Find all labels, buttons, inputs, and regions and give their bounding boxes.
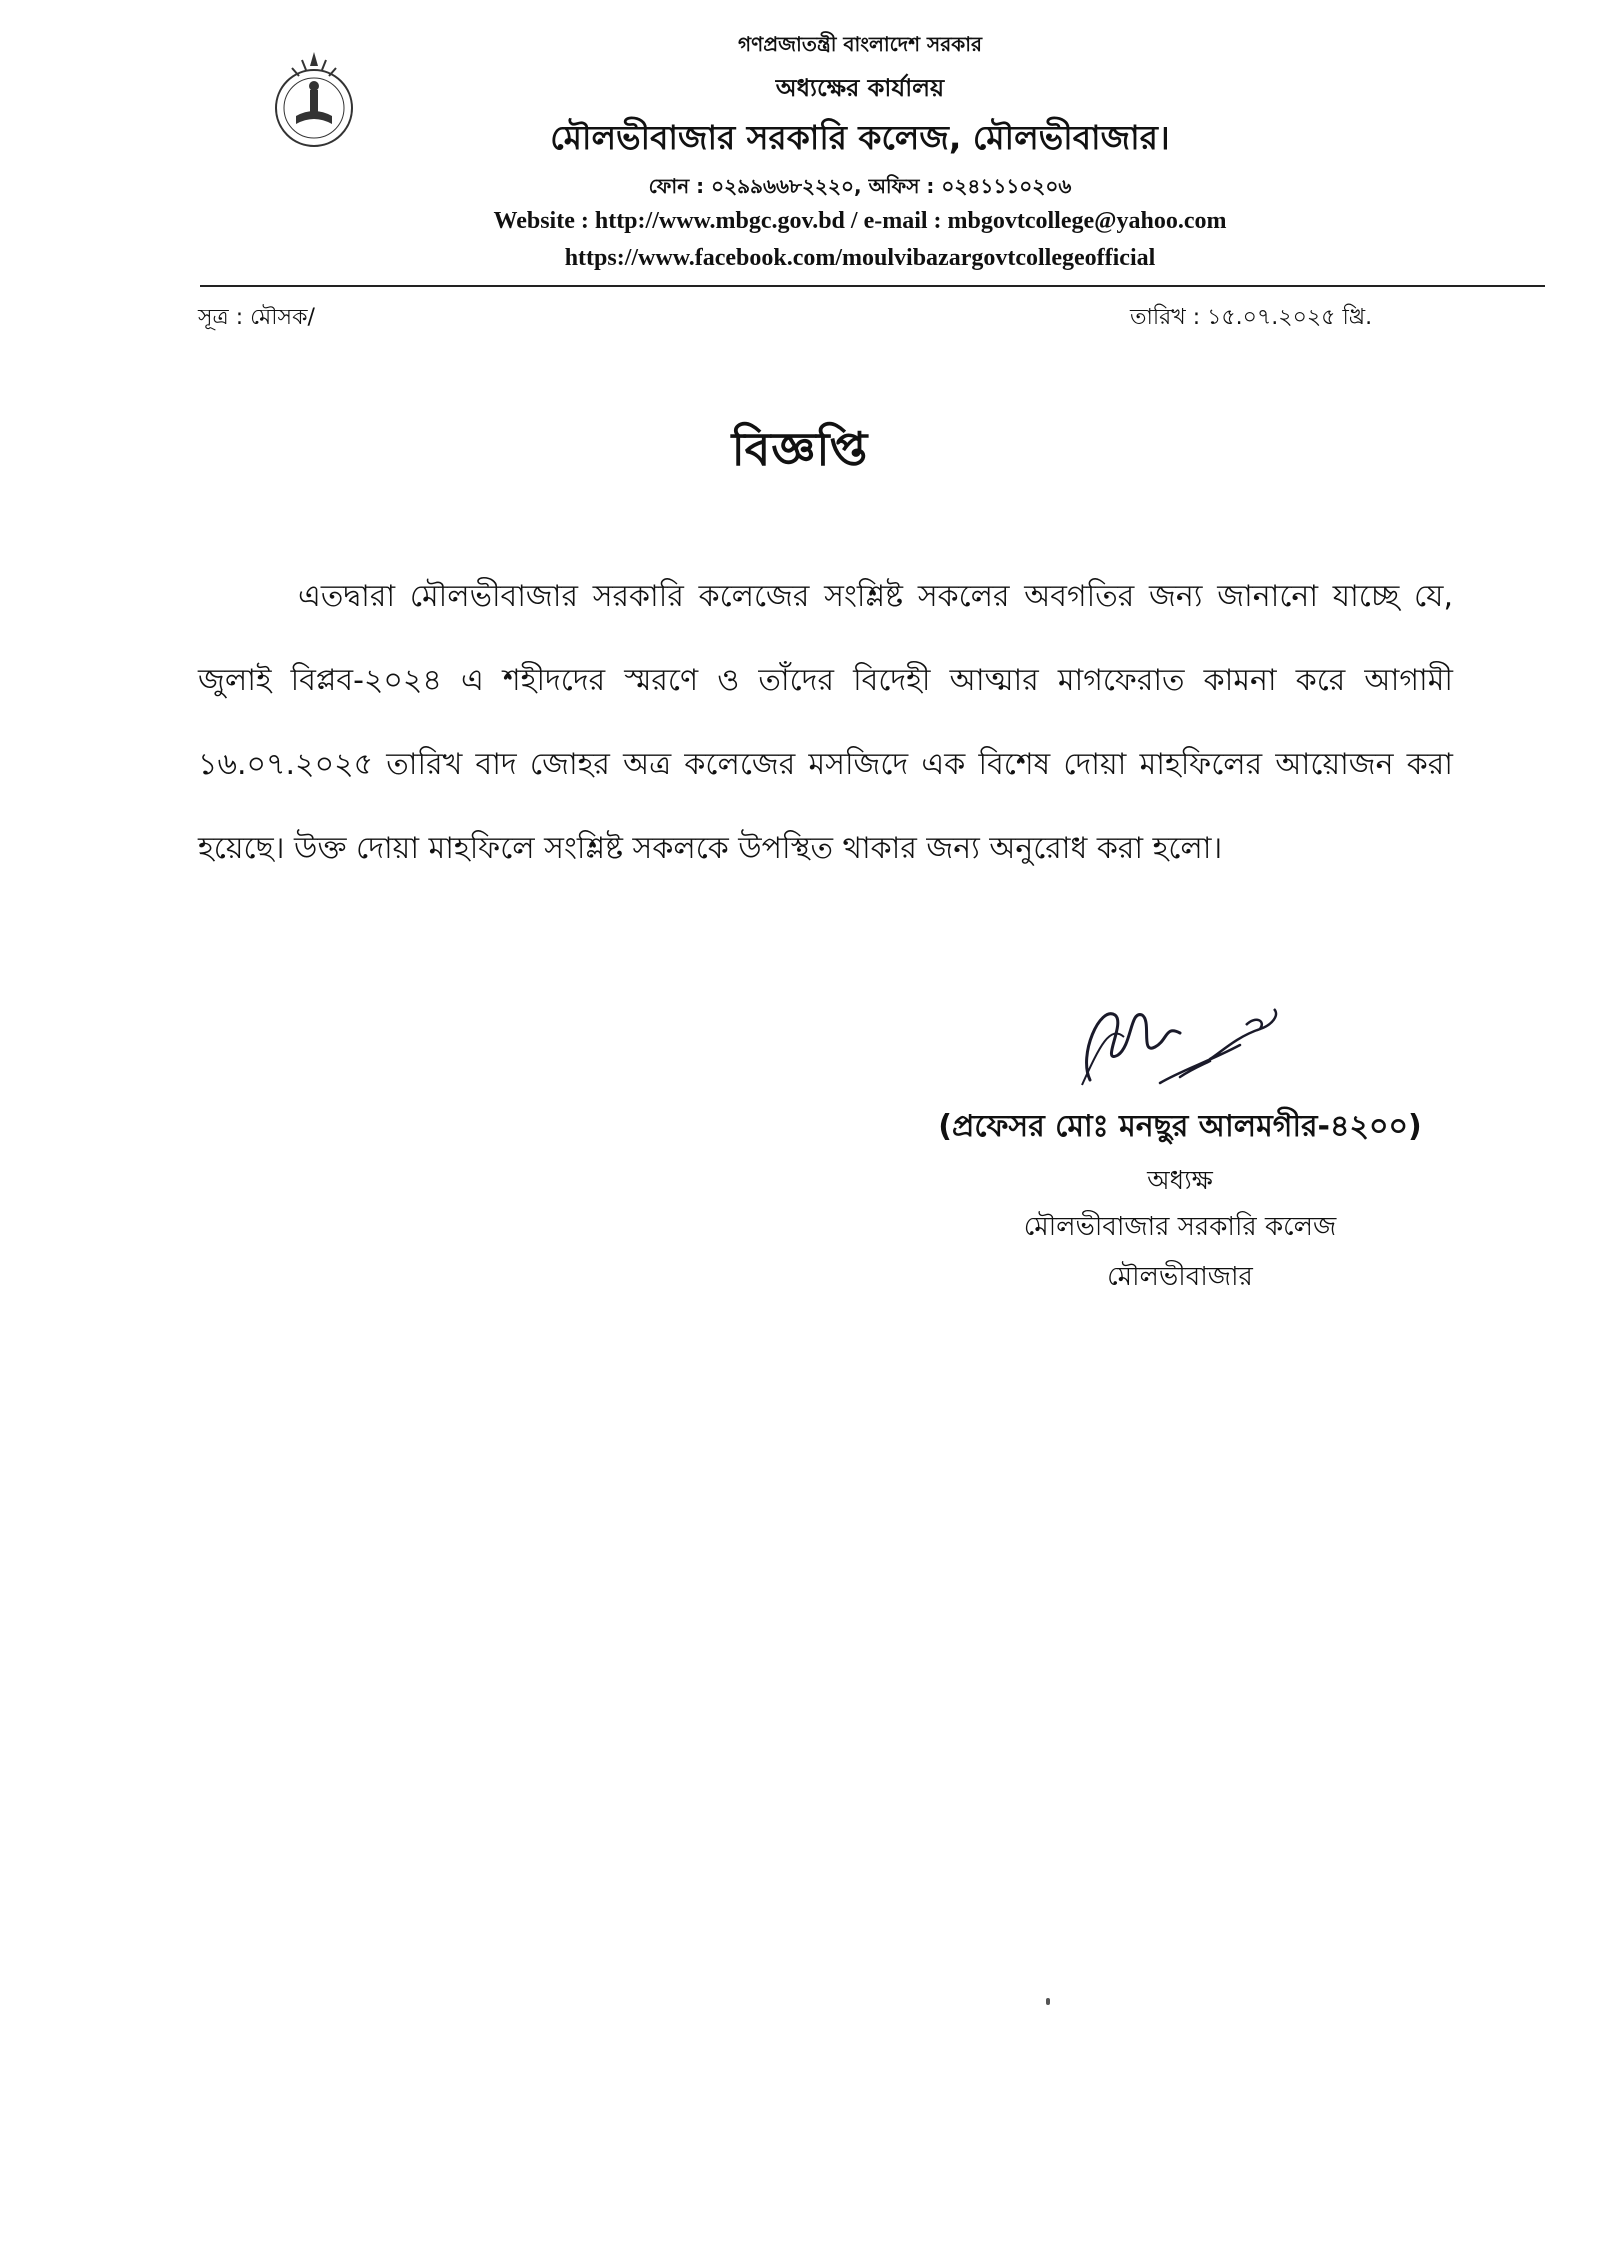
handwritten-signature xyxy=(1060,985,1290,1105)
signatory-name: (প্রফেসর মোঃ মনছুর আলমগীর-৪২০০) xyxy=(938,1109,1422,1144)
facebook-line: https://www.facebook.com/moulvibazargovtcollegeofficial xyxy=(564,245,1156,271)
notice-heading: বিজ্ঞপ্তি xyxy=(731,422,869,476)
government-name: গণপ্রজাতন্ত্রী বাংলাদেশ সরকার xyxy=(738,32,982,56)
memo-reference: সূত্র : মৌসক/ xyxy=(198,305,315,330)
signatory-college: মৌলভীবাজার সরকারি কলেজ xyxy=(1023,1212,1337,1242)
signatory-title: অধ্যক্ষ xyxy=(1147,1166,1213,1196)
phone-line: ফোন : ০২৯৯৬৬৮২২২০, অফিস : ০২৪১১১০২০৬ xyxy=(648,174,1072,198)
memo-date: তারিখ : ১৫.০৭.২০২৫ খ্রি. xyxy=(1130,305,1373,330)
notice-body: এতদ্বারা মৌলভীবাজার সরকারি কলেজের সংশ্লিষ্ট সকলের অবগতির জন্য জানানো যাচ্ছে যে, জুলাই বিপ্লব-২০২৪ এ শহীদদের স্মরণে ও তাঁদের বিদেহী আত্মার মাগফেরাত কামনা করে আগামী ১৬.০৭.২০২৫ তারিখ বাদ জোহর অত্র কলেজের মসজিদে এক বিশেষ দোয়া মাহফিলের আয়োজন করা হয়েছে। উক্ত দোয়া মাহফিলে সংশ্লিষ্ট সকলকে উপস্থিত থাকার জন্য অনুরোধ করা হলো। xyxy=(198,579,1453,866)
office-name: অধ্যক্ষের কার্যালয় xyxy=(775,74,945,102)
signatory-place: মৌলভীবাজার xyxy=(1107,1262,1253,1292)
website-email-line: Website : http://www.mbgc.gov.bd / e-mail : mbgovtcollege@yahoo.com xyxy=(493,208,1227,234)
header-divider xyxy=(200,285,1545,287)
college-name: মৌলভীবাজার সরকারি কলেজ, মৌলভীবাজার। xyxy=(550,118,1170,157)
scan-speck xyxy=(1046,1998,1050,2005)
